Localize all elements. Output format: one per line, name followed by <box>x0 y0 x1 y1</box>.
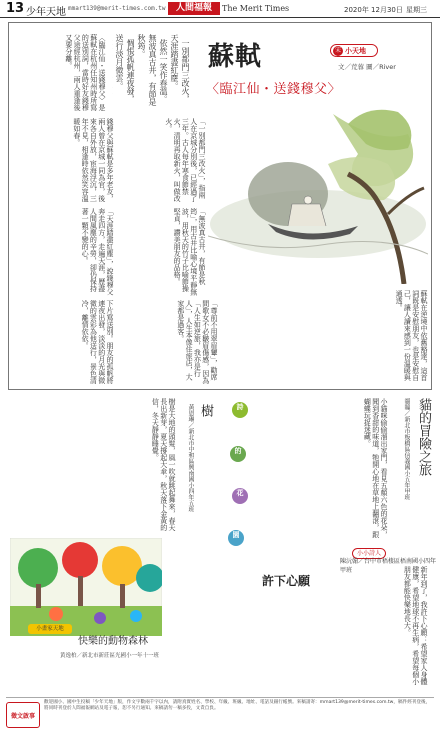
poem-line: 一別都門三改火，天涯踏盡紅塵。 <box>170 34 190 104</box>
article-byline: 文／荒蓉 圖／River <box>338 63 396 71</box>
article-column: 蘇軾在逆境中依舊豁達，這首詞既是安慰朋友，也是安慰自己，讓人讀來感到一份溫暖與通透。 <box>395 290 428 381</box>
tree-poem-title: 樹 <box>198 404 213 417</box>
article-column: 「一別都門三改火」，指兩人在京城分別後，已經過了三年。古人每年寒食節禁火，清明再取新火，叫做改火。 <box>164 118 206 202</box>
article-column: 〈臨江仙・送錢穆父〉是蘇軾在杭州任知州時所寫的送別詞，當時好友錢穆父途經杭州，兩人重逢後又要分離。 <box>64 34 106 111</box>
tree-poem-author: 黃恩琳／新北市中和區興南國小四年五班 <box>187 404 194 512</box>
issue-date: 2020年 12月30日 <box>344 6 403 14</box>
drawing-badge: 小畫家天地 <box>28 624 72 634</box>
page-number: 13 <box>6 1 25 16</box>
issue-weekday: 星期三 <box>406 6 427 14</box>
article-column: 「無波真古井，有節是秋筠」，用古井比喻心境平靜無波，用秋天的竹子比喻節操堅貞，讚美朋友的品格。 <box>173 208 206 296</box>
flower-icon: 詩 <box>232 402 248 418</box>
category-label: 小天地 <box>345 47 366 55</box>
cat-story-author: 貓瞳／新北市板橋區信義國小五年甲班 <box>403 398 410 500</box>
section-name: 少年天地 <box>26 7 66 18</box>
poem-line: 依然一笑作春溫。無波真古井，有節是秋筠。 <box>137 34 168 106</box>
wish-poem-author: 陳沅翰／台中市梧棲區梧南國小四年甲班 <box>340 558 437 574</box>
category-tag <box>330 44 378 64</box>
kid-poet-badge: 小小詩人 <box>352 548 386 559</box>
flower-icon: 的 <box>230 446 246 462</box>
flower-icon: 花 <box>232 488 248 504</box>
article-subtitle: 〈臨江仙・送錢穆父〉 <box>206 82 342 97</box>
wish-poem-title: 許下心願 <box>262 574 311 588</box>
poem-line: 惆悵孤帆連夜發，送行淡月微雲。 <box>115 34 135 104</box>
poem-text <box>112 34 202 110</box>
cat-story-title: 貓的冒險之旅 <box>416 398 431 476</box>
newspaper-english-name: The Merit Times <box>222 4 290 13</box>
poem-line <box>112 34 113 106</box>
call-for-submissions-badge: 徵文啟事 <box>6 702 40 728</box>
article-column: 錢穆父與蘇軾是多年老友，兩人曾在京城一同為官，後來各自外放，宦海浮沉，三年不見，相逢時依然笑容溫暖如春。 <box>72 118 114 202</box>
newspaper-logo: 人間福報 <box>168 2 220 15</box>
tree-poem-text: 樹是大地的頭髮，風一吹就跳起舞來，春天長出新芽，夏天撐起大傘，秋天落下金黃的信，冬天靜靜睡覺。 <box>151 398 176 531</box>
article-title: 蘇軾 <box>208 42 263 72</box>
article-column: 下片寫送別。朋友的孤帆將連夜出發，淡淡的月光與微微的雲彩為他送行，景色清冷，離情依依。 <box>81 300 114 384</box>
drawing-title: 快樂的動物森林 <box>78 636 148 647</box>
boat-tree-illustration <box>208 104 428 284</box>
flower-icon: 園 <box>228 530 244 546</box>
article-column: 「天涯踏盡紅塵」，說錢穆父奔走四方，走遍天涯，歷盡人間風塵的辛勞，卻仍保持著一顆不變的心。 <box>81 208 114 296</box>
drawing-author: 黃逸柏／新北市新莊區光國小一年十一班 <box>60 653 160 659</box>
forest-drawing <box>10 538 162 636</box>
cat-story-text: 小貓咪偷偷溜出家門，看見五顏六色的花朵，聞到香甜的味道，牠開心地在草地上翻滾，跟蝴蝶玩捉迷藏。 <box>363 398 388 538</box>
article-column: 「尊前不用翠眉顰」，勸席間歌女不必皺眉傷感，因為「人生如逆旅，我亦是行人」，人生本像住旅店，大家都是過客。 <box>176 300 218 384</box>
contact-email[interactable]: mmart139@merit-times.com.tw <box>68 5 166 12</box>
submission-guidelines: 歡迎國小、國中生投稿「少年天地」版，作文字數兩千字以內，請附真實姓名、學校、年級、班級、地址、電話及銀行帳號。來稿請寄：mmart139@merit-times.com.tw，稿件經刊登後，將同時刊登於人間福報網站及電子報，恕不另行通知。來稿請勿一稿多投，文責自負。 <box>44 700 431 712</box>
category-circle: 宋詞 <box>334 47 341 64</box>
wish-poem-text: 新年到了，我許下心願：希望家人身體健康，希望地球不再生病，希望每個小朋友都能快樂地長大。 <box>403 566 428 685</box>
